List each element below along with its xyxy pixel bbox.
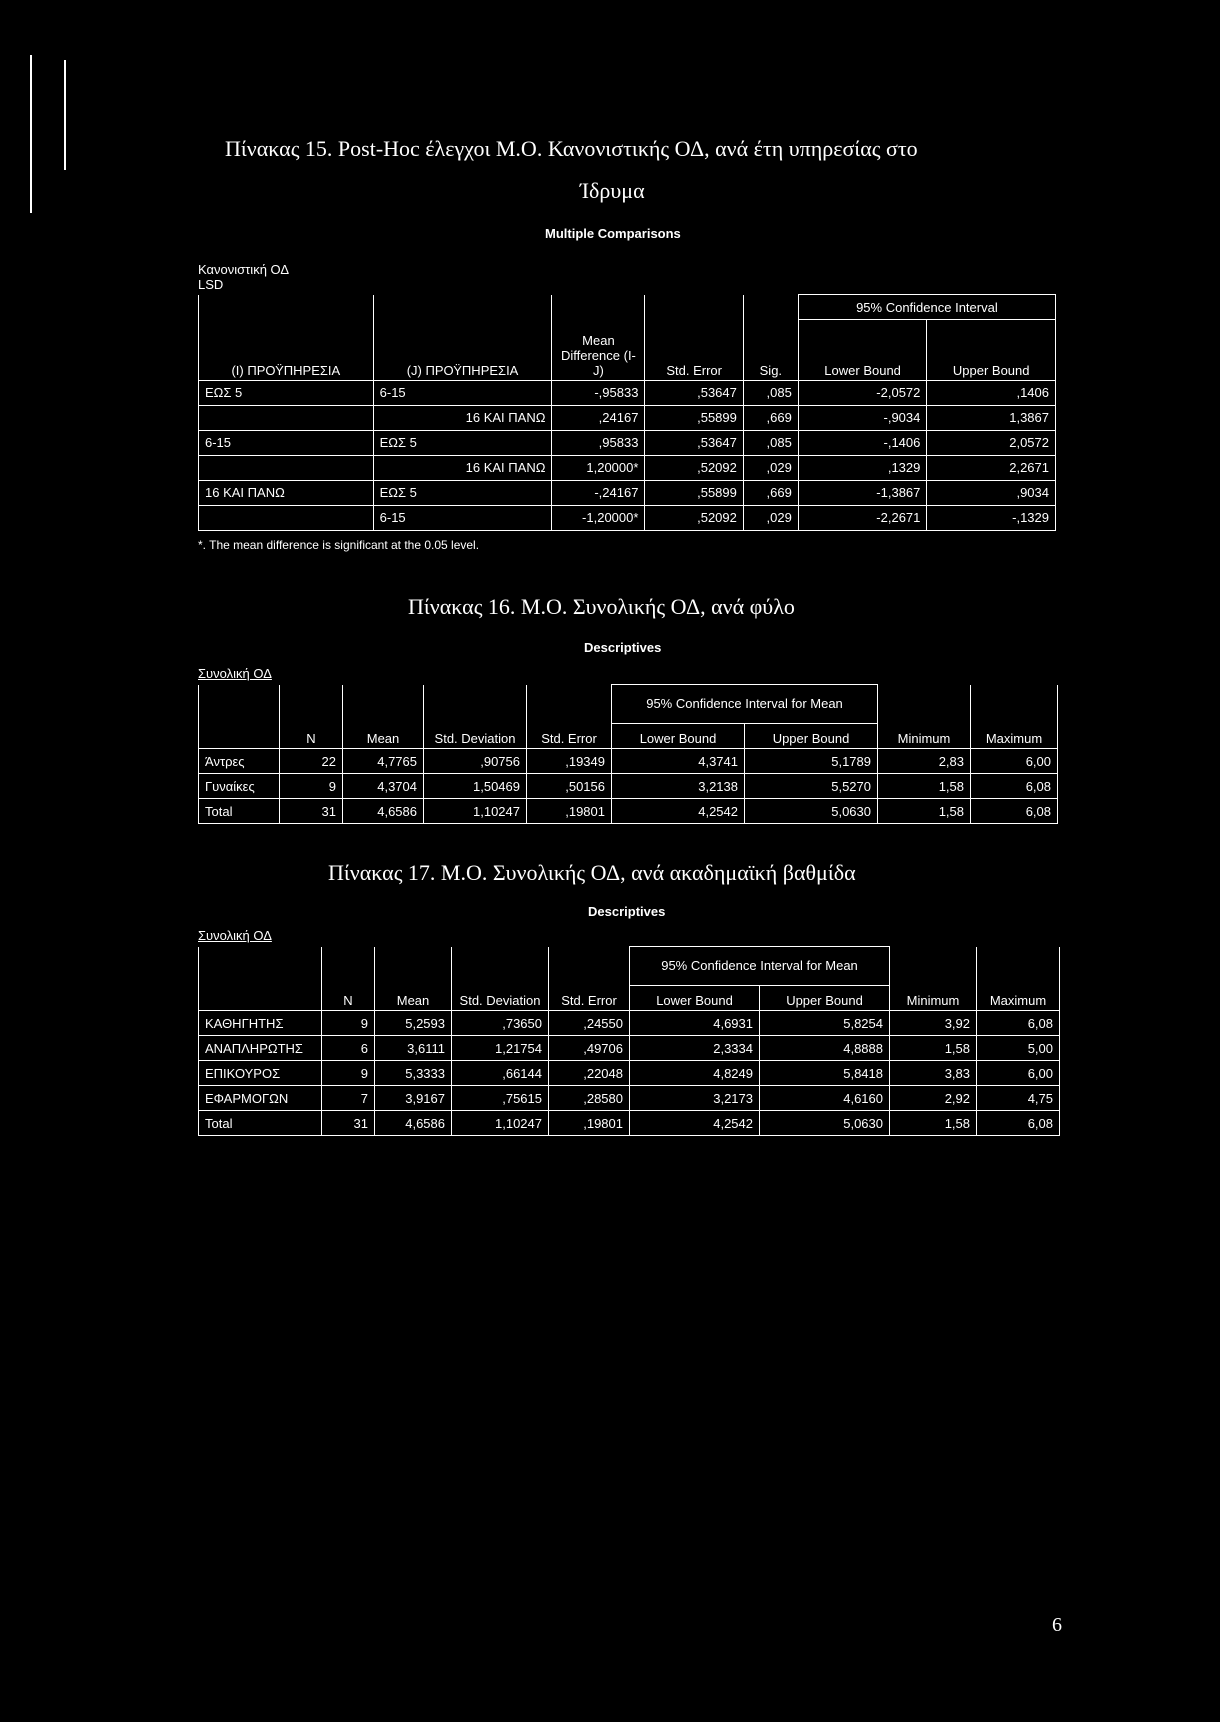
table16-caption: Πίνακας 16. Μ.Ο. Συνολικής ΟΔ, ανά φύλο xyxy=(408,594,795,619)
cell: ,53647 xyxy=(645,430,743,455)
table16-ci-header: 95% Confidence Interval for Mean xyxy=(612,685,878,724)
cell: 2,0572 xyxy=(927,430,1056,455)
table-row xyxy=(199,1036,1060,1061)
table-row xyxy=(199,1061,1060,1086)
cell: 2,92 xyxy=(890,1086,977,1111)
cell: 5,0630 xyxy=(760,1111,890,1136)
cell: 4,3704 xyxy=(343,774,424,799)
cell: ,1406 xyxy=(927,380,1056,405)
cell: ,66144 xyxy=(452,1061,549,1086)
table17-dependent-variable: Συνολική ΟΔ xyxy=(198,928,272,943)
cell: 22 xyxy=(280,749,343,774)
cell: -2,2671 xyxy=(798,505,927,530)
table15-footnote: *. The mean difference is significant at the 0.05 level. xyxy=(198,538,480,552)
header-cell: Maximum xyxy=(971,724,1058,749)
table-row xyxy=(199,430,1056,455)
header-cell xyxy=(199,986,322,1011)
table-row xyxy=(199,799,1058,824)
cell: 1,3867 xyxy=(927,405,1056,430)
cell: 6,08 xyxy=(977,1011,1060,1036)
cell: ΑΝΑΠΛΗΡΩΤΗΣ xyxy=(199,1036,322,1061)
margin-line-left xyxy=(30,55,32,213)
header-cell: Upper Bound xyxy=(745,724,878,749)
cell: 4,2542 xyxy=(612,799,745,824)
cell: 6,08 xyxy=(971,774,1058,799)
table-row xyxy=(199,1011,1060,1036)
table-row xyxy=(199,505,1056,530)
cell: 5,0630 xyxy=(745,799,878,824)
cell: 31 xyxy=(322,1111,375,1136)
table15-caption-line1: Πίνακας 15. Post-Hoc έλεγχοι Μ.Ο. Κανονιστικής ΟΔ, ανά έτη υπηρεσίας στο xyxy=(225,136,918,161)
header-cell: Std. Deviation xyxy=(452,986,549,1011)
cell: 3,2173 xyxy=(630,1086,760,1111)
cell: 1,58 xyxy=(878,799,971,824)
cell: 4,2542 xyxy=(630,1111,760,1136)
cell: Γυναίκες xyxy=(199,774,280,799)
cell: ,90756 xyxy=(424,749,527,774)
cell: 9 xyxy=(322,1011,375,1036)
table-row xyxy=(199,480,1056,505)
cell: ,49706 xyxy=(549,1036,630,1061)
cell: 1,10247 xyxy=(424,799,527,824)
cell: ,55899 xyxy=(645,480,743,505)
table17-descriptives xyxy=(198,946,1060,1136)
cell: 6,00 xyxy=(977,1061,1060,1086)
table-row xyxy=(199,749,1058,774)
header-cell: Maximum xyxy=(977,986,1060,1011)
cell: 9 xyxy=(322,1061,375,1086)
cell: 1,10247 xyxy=(452,1111,549,1136)
cell: 3,92 xyxy=(890,1011,977,1036)
header-cell: Std. Deviation xyxy=(424,724,527,749)
cell: ,73650 xyxy=(452,1011,549,1036)
cell: ,9034 xyxy=(927,480,1056,505)
cell: -1,20000* xyxy=(552,505,645,530)
cell xyxy=(199,455,374,480)
header-cell: Sig. xyxy=(743,320,798,381)
cell: 4,7765 xyxy=(343,749,424,774)
cell: 3,9167 xyxy=(375,1086,452,1111)
header-cell: N xyxy=(322,986,375,1011)
cell: 2,2671 xyxy=(927,455,1056,480)
cell: 6,00 xyxy=(971,749,1058,774)
cell: 6,08 xyxy=(971,799,1058,824)
table15-method: LSD xyxy=(198,277,224,292)
table16-subtitle: Descriptives xyxy=(584,640,662,655)
cell: ΕΩΣ 5 xyxy=(373,430,552,455)
header-cell xyxy=(199,724,280,749)
header-cell: Minimum xyxy=(878,724,971,749)
cell: 1,21754 xyxy=(452,1036,549,1061)
header-cell: (J) ΠΡΟΫΠΗΡΕΣΙΑ xyxy=(373,320,552,381)
cell: 5,1789 xyxy=(745,749,878,774)
header-cell: Std. Error xyxy=(549,986,630,1011)
cell: 1,58 xyxy=(878,774,971,799)
cell: 31 xyxy=(280,799,343,824)
cell: 2,83 xyxy=(878,749,971,774)
header-cell: Lower Bound xyxy=(798,320,927,381)
cell: 6-15 xyxy=(199,430,374,455)
cell: 5,00 xyxy=(977,1036,1060,1061)
cell: 4,6586 xyxy=(343,799,424,824)
cell: 1,20000* xyxy=(552,455,645,480)
table17-caption: Πίνακας 17. Μ.Ο. Συνολικής ΟΔ, ανά ακαδημαϊκή βαθμίδα xyxy=(328,860,856,885)
table-row xyxy=(199,1086,1060,1111)
cell: 4,8249 xyxy=(630,1061,760,1086)
cell: 7 xyxy=(322,1086,375,1111)
cell: -,1406 xyxy=(798,430,927,455)
table-row xyxy=(199,455,1056,480)
header-cell: Minimum xyxy=(890,986,977,1011)
cell: 9 xyxy=(280,774,343,799)
cell: -2,0572 xyxy=(798,380,927,405)
cell: ,029 xyxy=(743,505,798,530)
cell: 5,2593 xyxy=(375,1011,452,1036)
cell: 4,6931 xyxy=(630,1011,760,1036)
cell: ΕΦΑΡΜΟΓΩΝ xyxy=(199,1086,322,1111)
cell: 16 ΚΑΙ ΠΑΝΩ xyxy=(373,405,552,430)
cell: -,9034 xyxy=(798,405,927,430)
header-cell: Upper Bound xyxy=(760,986,890,1011)
table16-descriptives xyxy=(198,684,1058,824)
table15-subtitle: Multiple Comparisons xyxy=(545,226,681,241)
cell: 4,75 xyxy=(977,1086,1060,1111)
cell: 3,2138 xyxy=(612,774,745,799)
table15-multiple-comparisons xyxy=(198,294,1056,531)
header-cell: Std. Error xyxy=(527,724,612,749)
header-cell: Lower Bound xyxy=(612,724,745,749)
cell: -,24167 xyxy=(552,480,645,505)
table17-ci-header: 95% Confidence Interval for Mean xyxy=(630,947,890,986)
cell: 6-15 xyxy=(373,380,552,405)
cell: ,669 xyxy=(743,480,798,505)
cell: ,24550 xyxy=(549,1011,630,1036)
cell: ,22048 xyxy=(549,1061,630,1086)
table17-subtitle: Descriptives xyxy=(588,904,666,919)
cell xyxy=(199,405,374,430)
cell: ,669 xyxy=(743,405,798,430)
header-cell: Std. Error xyxy=(645,320,743,381)
cell: 4,6160 xyxy=(760,1086,890,1111)
cell: Άντρες xyxy=(199,749,280,774)
header-cell: Lower Bound xyxy=(630,986,760,1011)
cell: -,1329 xyxy=(927,505,1056,530)
cell: 5,8418 xyxy=(760,1061,890,1086)
cell: 6-15 xyxy=(373,505,552,530)
cell: ,029 xyxy=(743,455,798,480)
table-header-row xyxy=(199,724,1058,749)
cell: 1,58 xyxy=(890,1036,977,1061)
cell: ΕΩΣ 5 xyxy=(199,380,374,405)
cell: Total xyxy=(199,799,280,824)
cell: Total xyxy=(199,1111,322,1136)
table-row xyxy=(199,774,1058,799)
cell: 6,08 xyxy=(977,1111,1060,1136)
header-cell: Mean xyxy=(343,724,424,749)
cell: ,52092 xyxy=(645,505,743,530)
cell: -1,3867 xyxy=(798,480,927,505)
cell: ,53647 xyxy=(645,380,743,405)
cell: ,085 xyxy=(743,380,798,405)
cell: ,24167 xyxy=(552,405,645,430)
table-header-row xyxy=(199,986,1060,1011)
header-cell: Mean Difference (I-J) xyxy=(552,320,645,381)
header-cell: Mean xyxy=(375,986,452,1011)
cell: ,1329 xyxy=(798,455,927,480)
cell: ,75615 xyxy=(452,1086,549,1111)
header-cell: (I) ΠΡΟΫΠΗΡΕΣΙΑ xyxy=(199,320,374,381)
table-row xyxy=(199,380,1056,405)
header-cell: N xyxy=(280,724,343,749)
cell: ΕΠΙΚΟΥΡΟΣ xyxy=(199,1061,322,1086)
header-cell: Upper Bound xyxy=(927,320,1056,381)
cell: ,52092 xyxy=(645,455,743,480)
cell: 1,58 xyxy=(890,1111,977,1136)
table16-dependent-variable: Συνολική ΟΔ xyxy=(198,666,272,681)
cell: -,95833 xyxy=(552,380,645,405)
table15-ci-header: 95% Confidence Interval xyxy=(798,295,1055,320)
table-row xyxy=(199,1111,1060,1136)
cell: ΕΩΣ 5 xyxy=(373,480,552,505)
cell: ,50156 xyxy=(527,774,612,799)
cell: ,19801 xyxy=(549,1111,630,1136)
cell: 5,5270 xyxy=(745,774,878,799)
page-number: 6 xyxy=(1052,1614,1062,1636)
cell: 5,3333 xyxy=(375,1061,452,1086)
cell: ,085 xyxy=(743,430,798,455)
cell: 3,83 xyxy=(890,1061,977,1086)
table15-caption-line2: Ίδρυμα xyxy=(580,178,645,203)
cell: 5,8254 xyxy=(760,1011,890,1036)
cell: ,55899 xyxy=(645,405,743,430)
cell: 16 ΚΑΙ ΠΑΝΩ xyxy=(199,480,374,505)
cell: 1,50469 xyxy=(424,774,527,799)
cell: 6 xyxy=(322,1036,375,1061)
cell: ΚΑΘΗΓΗΤΗΣ xyxy=(199,1011,322,1036)
cell: 3,6111 xyxy=(375,1036,452,1061)
table-header-row xyxy=(199,320,1056,381)
cell: 16 ΚΑΙ ΠΑΝΩ xyxy=(373,455,552,480)
cell: ,95833 xyxy=(552,430,645,455)
table-row xyxy=(199,405,1056,430)
cell: 2,3334 xyxy=(630,1036,760,1061)
cell: 4,6586 xyxy=(375,1111,452,1136)
cell xyxy=(199,505,374,530)
cell: ,19801 xyxy=(527,799,612,824)
cell: 4,8888 xyxy=(760,1036,890,1061)
cell: 4,3741 xyxy=(612,749,745,774)
margin-line-right xyxy=(64,60,66,170)
cell: ,19349 xyxy=(527,749,612,774)
cell: ,28580 xyxy=(549,1086,630,1111)
table15-dependent-variable: Κανονιστική ΟΔ xyxy=(198,262,290,277)
